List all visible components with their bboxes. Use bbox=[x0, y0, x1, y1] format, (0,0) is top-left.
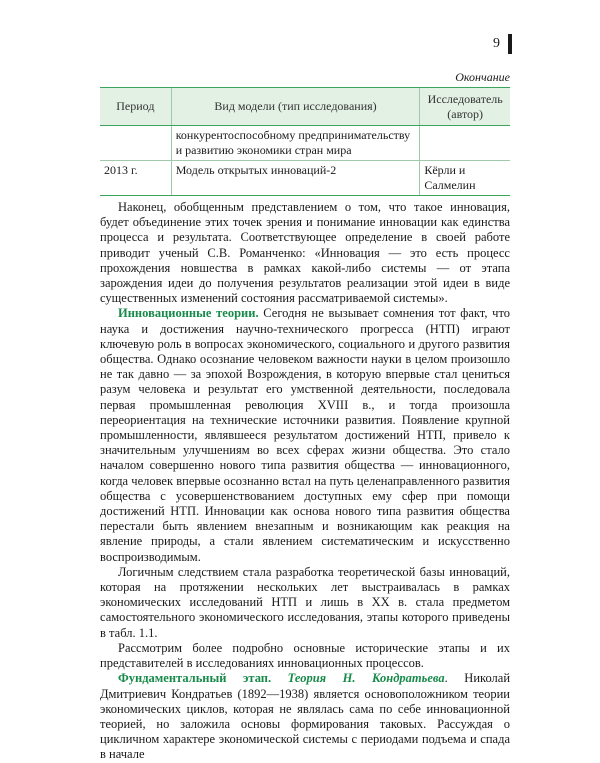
header-researcher: Исследователь (автор) bbox=[420, 88, 510, 126]
periods-table bbox=[100, 87, 510, 196]
heading-fundamental-stage: Фундаментальный этап. bbox=[118, 671, 272, 686]
table-cell: 2013 г. bbox=[100, 161, 171, 196]
paragraph-innovation-definition: Наконец, обобщенным представлением о том, что такое инновация, будет объединение этих точек зрения и понимание инновации как единства процесса и результата. Соответствующее определение в своей работе приводит ученый С.В. Романченко: «Инновация — это есть процесс прохождения новшества в рамках какой-либо системы — от этапа зарождения идеи до получения результатов реализации этой идеи в виде существенных изменений состояния рассматриваемой системы». bbox=[100, 200, 510, 306]
paragraph-text: Сегодня не вызывает сомнения тот факт, что наука и достижения научно-технического прогресса (НТП) играют ключевую роль в вопросах экономического, социального и другого развития общества. Однако осознание человеком важности науки в целом произошло не так давно — за эпохой Возрождения, в которую впервые стал цениться разум человека и результат его умственной деятельности, последовала первая промышленная революция XVIII в., и тогда произошла переориентация на технические источники развития. Появление крупной промышленности, являвшееся результатом достижений НТП, привело к значительным улучшениям во всех сферах жизни общества. Это стало началом совершенно нового типа развития общества — инновационного, когда человек впервые осознанно встал на путь целенаправленного развития общества с усовершенствованием доступных ему сфер при помощи достижений НТП. Инновации как основа нового типа развития общества перестали быть явлением внезапным и возникающим как реакция на явление природы, а стали явлением систематическим и искусственно воспроизводимым. bbox=[100, 306, 511, 564]
table-cell: Модель открытых инноваций-2 bbox=[171, 161, 420, 196]
body-text bbox=[100, 200, 510, 763]
table-cell: Кёрли и Салмелин bbox=[420, 161, 510, 196]
paragraph-innovation-theories bbox=[100, 306, 510, 564]
table-continuation-label: Окончание bbox=[455, 70, 510, 84]
paragraph-text: . Николай Дмитриевич Кондратьев (1892—1938) является основоположником теории экономических циклов, которая не являлась сама по себе инновационной теорией, но заложила основы формирования таковых. Рассуждая о цикличном характере экономической системы с периодами подъема и спада в начале bbox=[100, 671, 511, 762]
table-header-row bbox=[100, 88, 510, 126]
heading-innovation-theories: Инновационные теории. bbox=[118, 306, 259, 321]
page-number-bar bbox=[508, 34, 512, 54]
heading-kondratiev-theory: Теория Н. Кондратьева bbox=[287, 671, 445, 686]
page-number: 9 bbox=[493, 36, 500, 51]
paragraph-historical-stages: Рассмотрим более подробно основные исторические этапы и их представителей в исследованиях инновационных процессов. bbox=[100, 640, 510, 671]
header-model-type: Вид модели (тип исследования) bbox=[171, 88, 420, 126]
header-period: Период bbox=[100, 88, 171, 126]
table-cell bbox=[100, 126, 171, 161]
paragraph-theoretical-base: Логичным следствием стала разработка теоретической базы инноваций, которая на протяжении нескольких лет выстраивалась в рамках экономических исследований НТП и лишь в XX в. стала предметом самостоятельного экономического исследования, этапы которого приведены в табл. 1.1. bbox=[100, 564, 510, 640]
paragraph-fundamental-stage bbox=[100, 671, 510, 762]
table-row bbox=[100, 126, 510, 161]
table-row bbox=[100, 161, 510, 196]
table-cell: конкурентоспособному предпринимательству и развитию экономики стран мира bbox=[171, 126, 420, 161]
table-cell bbox=[420, 126, 510, 161]
